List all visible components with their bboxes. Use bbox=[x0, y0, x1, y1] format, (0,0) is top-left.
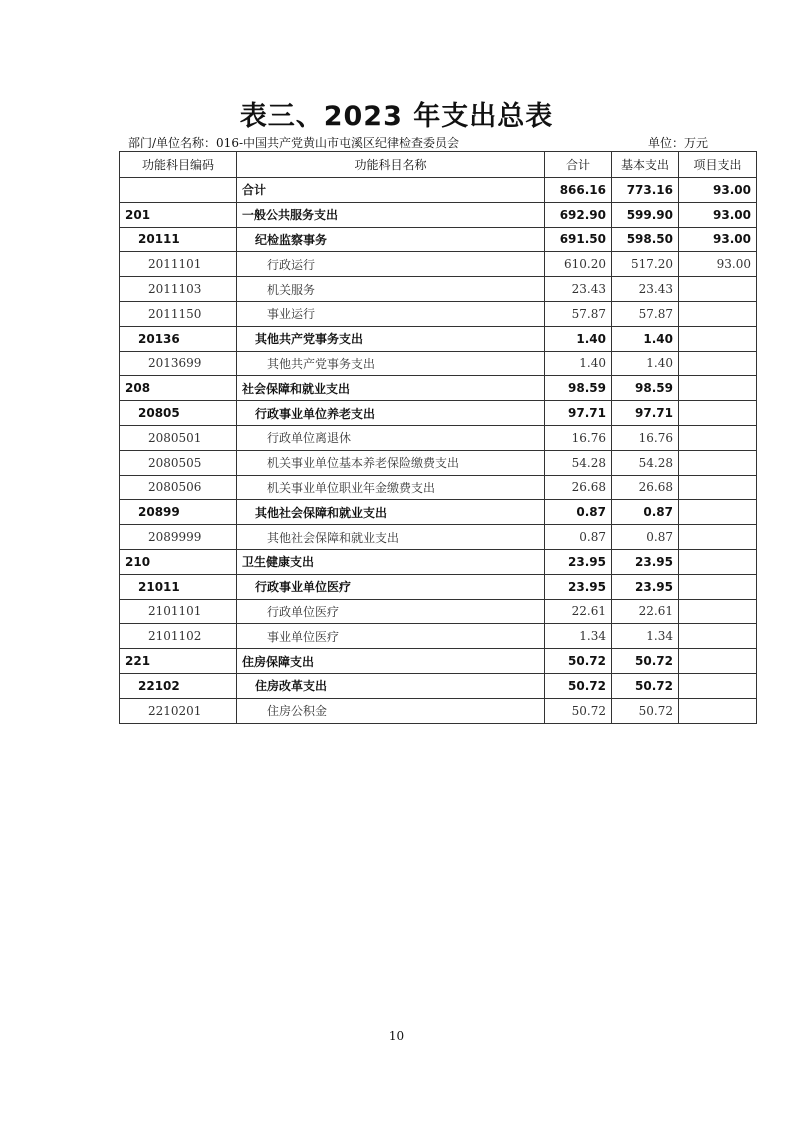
cell-total: 50.72 bbox=[545, 698, 612, 723]
cell-total: 1.40 bbox=[545, 326, 612, 351]
cell-total: 0.87 bbox=[545, 500, 612, 525]
cell-code: 20899 bbox=[120, 500, 237, 525]
page-title: 表三、2023 年支出总表 bbox=[239, 101, 554, 132]
table-row bbox=[120, 401, 757, 426]
cell-name: 纪检监察事务 bbox=[237, 227, 545, 252]
cell-basic: 1.40 bbox=[612, 326, 679, 351]
cell-code: 210 bbox=[120, 549, 237, 574]
cell-code: 2013699 bbox=[120, 351, 237, 376]
cell-total: 16.76 bbox=[545, 425, 612, 450]
table-row bbox=[120, 698, 757, 723]
cell-code: 2210201 bbox=[120, 698, 237, 723]
cell-total: 50.72 bbox=[545, 673, 612, 698]
cell-total: 22.61 bbox=[545, 599, 612, 624]
cell-basic: 599.90 bbox=[612, 202, 679, 227]
cell-name: 行政运行 bbox=[237, 252, 545, 277]
cell-code: 2101101 bbox=[120, 599, 237, 624]
cell-total: 691.50 bbox=[545, 227, 612, 252]
table-row bbox=[120, 351, 757, 376]
table-row bbox=[120, 525, 757, 550]
cell-code: 20805 bbox=[120, 401, 237, 426]
cell-name: 住房保障支出 bbox=[237, 649, 545, 674]
cell-basic: 98.59 bbox=[612, 376, 679, 401]
cell-project bbox=[679, 376, 757, 401]
cell-code bbox=[120, 178, 237, 203]
header-project: 项目支出 bbox=[679, 152, 757, 178]
cell-code: 2080501 bbox=[120, 425, 237, 450]
cell-total: 26.68 bbox=[545, 475, 612, 500]
table-row bbox=[120, 227, 757, 252]
table-row bbox=[120, 277, 757, 302]
cell-project bbox=[679, 574, 757, 599]
cell-basic: 50.72 bbox=[612, 673, 679, 698]
cell-total: 1.34 bbox=[545, 624, 612, 649]
cell-basic: 50.72 bbox=[612, 649, 679, 674]
cell-code: 20111 bbox=[120, 227, 237, 252]
cell-project: 93.00 bbox=[679, 202, 757, 227]
table-row bbox=[120, 549, 757, 574]
table-row bbox=[120, 574, 757, 599]
cell-code: 22102 bbox=[120, 673, 237, 698]
cell-project: 93.00 bbox=[679, 227, 757, 252]
cell-basic: 23.95 bbox=[612, 574, 679, 599]
cell-project bbox=[679, 698, 757, 723]
cell-basic: 22.61 bbox=[612, 599, 679, 624]
cell-basic: 54.28 bbox=[612, 450, 679, 475]
cell-name: 其他社会保障和就业支出 bbox=[237, 525, 545, 550]
cell-total: 23.95 bbox=[545, 574, 612, 599]
cell-name: 行政单位离退休 bbox=[237, 425, 545, 450]
cell-code: 201 bbox=[120, 202, 237, 227]
cell-total: 97.71 bbox=[545, 401, 612, 426]
cell-total: 50.72 bbox=[545, 649, 612, 674]
header-total: 合计 bbox=[545, 152, 612, 178]
cell-project bbox=[679, 351, 757, 376]
table-row bbox=[120, 301, 757, 326]
table-row bbox=[120, 599, 757, 624]
cell-name: 住房改革支出 bbox=[237, 673, 545, 698]
cell-project bbox=[679, 326, 757, 351]
cell-total: 0.87 bbox=[545, 525, 612, 550]
cell-name: 事业运行 bbox=[237, 301, 545, 326]
table-row bbox=[120, 500, 757, 525]
cell-basic: 97.71 bbox=[612, 401, 679, 426]
cell-basic: 23.43 bbox=[612, 277, 679, 302]
cell-name: 机关事业单位基本养老保险缴费支出 bbox=[237, 450, 545, 475]
cell-name: 其他共产党事务支出 bbox=[237, 351, 545, 376]
cell-code: 21011 bbox=[120, 574, 237, 599]
cell-basic: 57.87 bbox=[612, 301, 679, 326]
cell-basic: 517.20 bbox=[612, 252, 679, 277]
cell-code: 221 bbox=[120, 649, 237, 674]
cell-total: 1.40 bbox=[545, 351, 612, 376]
cell-name: 机关服务 bbox=[237, 277, 545, 302]
cell-total: 23.43 bbox=[545, 277, 612, 302]
cell-project: 93.00 bbox=[679, 178, 757, 203]
table-row bbox=[120, 425, 757, 450]
cell-name: 行政事业单位医疗 bbox=[237, 574, 545, 599]
cell-total: 57.87 bbox=[545, 301, 612, 326]
cell-basic: 0.87 bbox=[612, 525, 679, 550]
cell-total: 23.95 bbox=[545, 549, 612, 574]
cell-code: 2089999 bbox=[120, 525, 237, 550]
cell-project bbox=[679, 475, 757, 500]
cell-project bbox=[679, 673, 757, 698]
cell-project: 93.00 bbox=[679, 252, 757, 277]
table-row bbox=[120, 450, 757, 475]
cell-project bbox=[679, 599, 757, 624]
cell-total: 98.59 bbox=[545, 376, 612, 401]
cell-code: 2011103 bbox=[120, 277, 237, 302]
cell-total: 866.16 bbox=[545, 178, 612, 203]
cell-name: 机关事业单位职业年金缴费支出 bbox=[237, 475, 545, 500]
cell-name: 合计 bbox=[237, 178, 545, 203]
cell-project bbox=[679, 549, 757, 574]
cell-project bbox=[679, 277, 757, 302]
cell-code: 20136 bbox=[120, 326, 237, 351]
cell-name: 住房公积金 bbox=[237, 698, 545, 723]
cell-basic: 50.72 bbox=[612, 698, 679, 723]
expenditure-table bbox=[119, 151, 757, 724]
cell-basic: 773.16 bbox=[612, 178, 679, 203]
cell-basic: 1.40 bbox=[612, 351, 679, 376]
table-row bbox=[120, 202, 757, 227]
table-row bbox=[120, 475, 757, 500]
cell-code: 2101102 bbox=[120, 624, 237, 649]
header-code: 功能科目编码 bbox=[120, 152, 237, 178]
cell-total: 692.90 bbox=[545, 202, 612, 227]
cell-project bbox=[679, 500, 757, 525]
cell-project bbox=[679, 425, 757, 450]
table-row bbox=[120, 673, 757, 698]
cell-basic: 23.95 bbox=[612, 549, 679, 574]
cell-name: 其他共产党事务支出 bbox=[237, 326, 545, 351]
cell-project bbox=[679, 401, 757, 426]
table-row bbox=[120, 178, 757, 203]
cell-project bbox=[679, 624, 757, 649]
cell-code: 2011101 bbox=[120, 252, 237, 277]
table-body bbox=[120, 178, 757, 724]
table-row bbox=[120, 649, 757, 674]
cell-total: 610.20 bbox=[545, 252, 612, 277]
cell-basic: 26.68 bbox=[612, 475, 679, 500]
cell-name: 一般公共服务支出 bbox=[237, 202, 545, 227]
cell-name: 事业单位医疗 bbox=[237, 624, 545, 649]
cell-code: 2080505 bbox=[120, 450, 237, 475]
cell-basic: 1.34 bbox=[612, 624, 679, 649]
table-row bbox=[120, 326, 757, 351]
table-row bbox=[120, 624, 757, 649]
cell-code: 2080506 bbox=[120, 475, 237, 500]
cell-name: 行政事业单位养老支出 bbox=[237, 401, 545, 426]
cell-name: 其他社会保障和就业支出 bbox=[237, 500, 545, 525]
cell-project bbox=[679, 525, 757, 550]
cell-name: 社会保障和就业支出 bbox=[237, 376, 545, 401]
page-number: 10 bbox=[388, 1029, 405, 1043]
cell-project bbox=[679, 450, 757, 475]
cell-basic: 598.50 bbox=[612, 227, 679, 252]
cell-name: 行政单位医疗 bbox=[237, 599, 545, 624]
cell-basic: 16.76 bbox=[612, 425, 679, 450]
cell-project bbox=[679, 301, 757, 326]
table-header-row bbox=[120, 152, 757, 178]
cell-basic: 0.87 bbox=[612, 500, 679, 525]
cell-code: 208 bbox=[120, 376, 237, 401]
cell-code: 2011150 bbox=[120, 301, 237, 326]
table-row bbox=[120, 252, 757, 277]
cell-total: 54.28 bbox=[545, 450, 612, 475]
department-label: 部门/单位名称：016-中国共产党黄山市屯溪区纪律检查委员会 bbox=[128, 136, 460, 150]
table-row bbox=[120, 376, 757, 401]
cell-name: 卫生健康支出 bbox=[237, 549, 545, 574]
header-basic: 基本支出 bbox=[612, 152, 679, 178]
unit-label: 单位：万元 bbox=[648, 136, 709, 150]
cell-project bbox=[679, 649, 757, 674]
header-name: 功能科目名称 bbox=[237, 152, 545, 178]
